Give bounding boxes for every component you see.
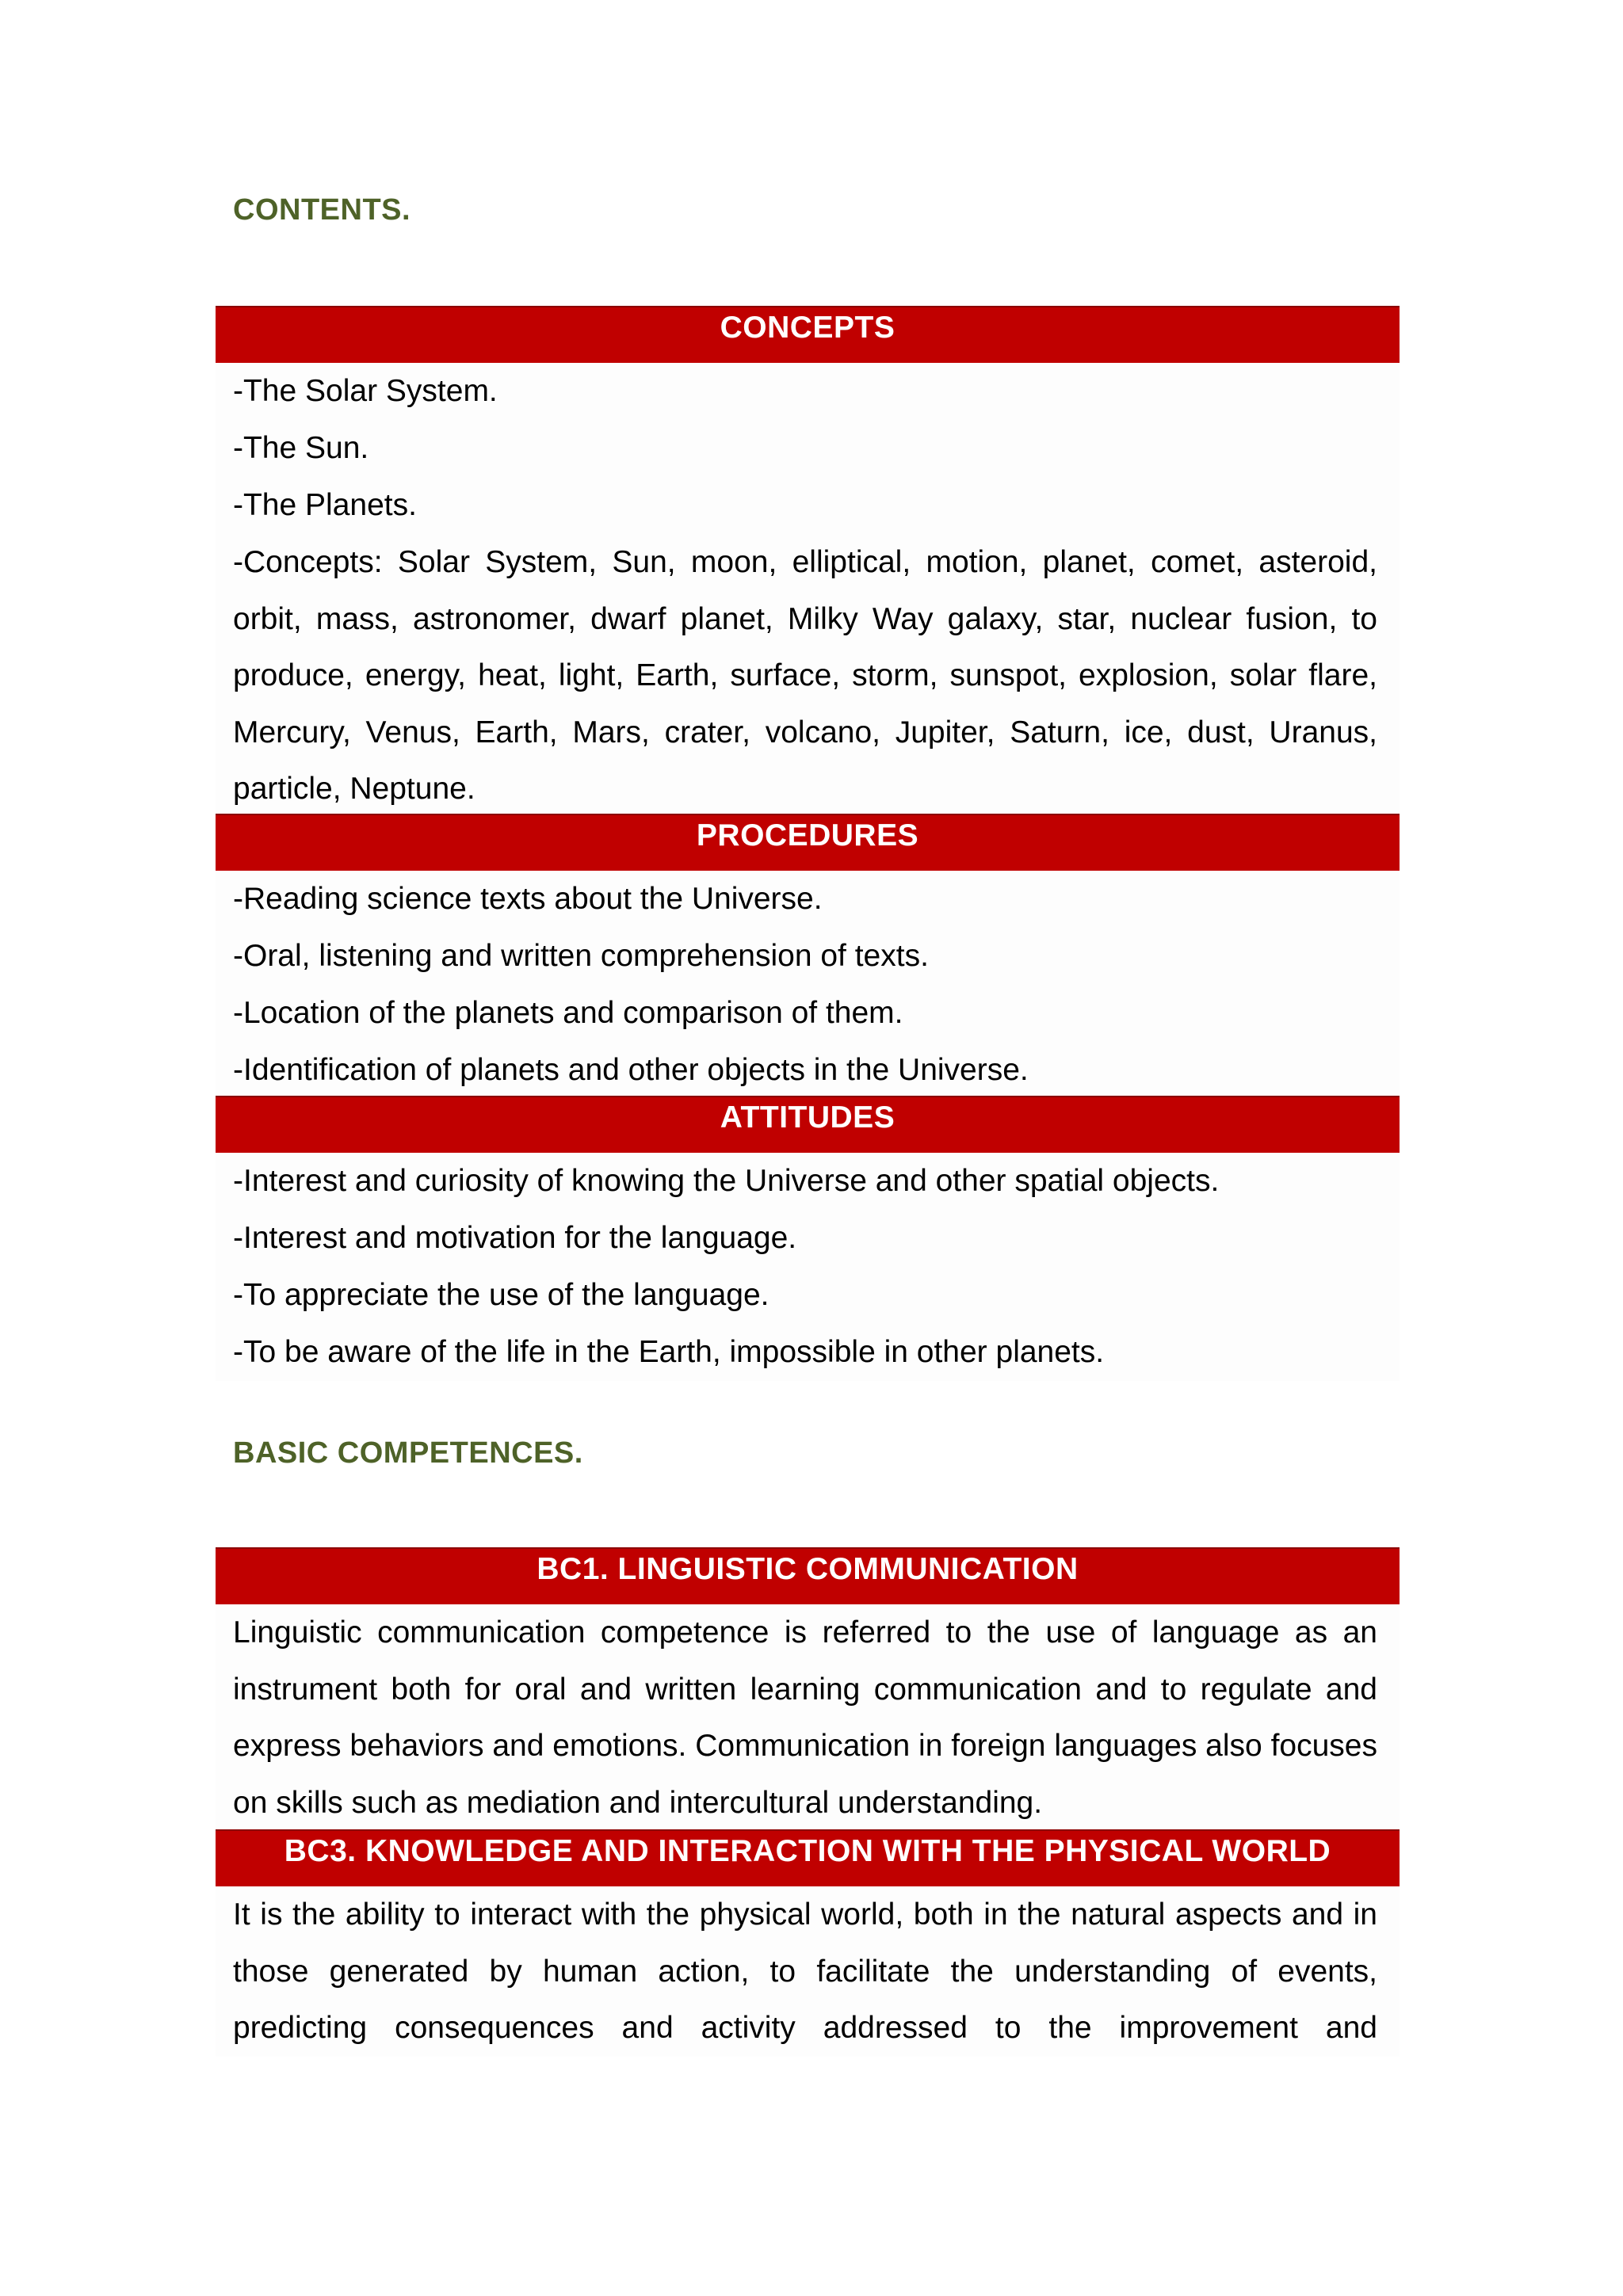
procedures-body	[216, 871, 1400, 1099]
attitudes-body	[216, 1153, 1400, 1381]
procedures-item: -Reading science texts about the Universe.	[233, 882, 823, 916]
attitudes-item: -Interest and motivation for the language.	[233, 1221, 797, 1255]
concepts-header-bar: CONCEPTS	[216, 306, 1400, 363]
concepts-item: -The Solar System.	[233, 374, 498, 408]
bc1-body	[216, 1604, 1400, 1831]
bc3-section	[216, 1829, 1400, 2057]
contents-heading: CONTENTS.	[233, 193, 411, 227]
attitudes-item: -To appreciate the use of the language.	[233, 1278, 769, 1312]
bc3-header-bar: BC3. KNOWLEDGE AND INTERACTION WITH THE PHYSICAL WORLD	[216, 1829, 1400, 1886]
attitudes-section	[216, 1096, 1400, 1381]
procedures-item: -Oral, listening and written comprehension of texts.	[233, 939, 929, 973]
procedures-section	[216, 814, 1400, 1099]
bc1-paragraph: Linguistic communication competence is referred to the use of language as an instrument both for oral and written learning communication and to regulate and express behaviors and emotions. Communication in foreign languages also focuses on skills such as mediation and intercultural understanding.	[233, 1615, 1377, 1820]
concepts-section	[216, 306, 1400, 818]
attitudes-item: -To be aware of the life in the Earth, impossible in other planets.	[233, 1335, 1105, 1369]
bc1-section	[216, 1547, 1400, 1831]
concepts-item: -The Sun.	[233, 431, 369, 465]
procedures-item: -Location of the planets and comparison of them.	[233, 996, 903, 1030]
procedures-item: -Identification of planets and other objects in the Universe.	[233, 1053, 1029, 1087]
concepts-item: -The Planets.	[233, 488, 417, 522]
procedures-header-bar: PROCEDURES	[216, 814, 1400, 871]
attitudes-item: -Interest and curiosity of knowing the Universe and other spatial objects.	[233, 1164, 1220, 1198]
bc1-header-bar: BC1. LINGUISTIC COMMUNICATION	[216, 1547, 1400, 1604]
bc3-body	[216, 1886, 1400, 2057]
concepts-vocabulary-paragraph: -Concepts: Solar System, Sun, moon, elliptical, motion, planet, comet, asteroid, orbit, mass, astronomer, dwarf planet, Milky Way galaxy, star, nuclear fusion, to produce, energy, heat, light, Earth, surface, storm, sunspot, explosion, solar flare, Mercury, Venus, Earth, Mars, crater, volcano, Jupiter, Saturn, ice, dust, Uranus, particle, Neptune.	[233, 545, 1377, 806]
bc3-paragraph: It is the ability to interact with the physical world, both in the natural aspects and in those generated by human action, to facilitate the understanding of events, predicting consequences and activity addressed to the improvement and	[233, 1897, 1377, 2045]
basic-competences-heading: BASIC COMPETENCES.	[233, 1436, 583, 1470]
concepts-body	[216, 363, 1400, 818]
attitudes-header-bar: ATTITUDES	[216, 1096, 1400, 1153]
